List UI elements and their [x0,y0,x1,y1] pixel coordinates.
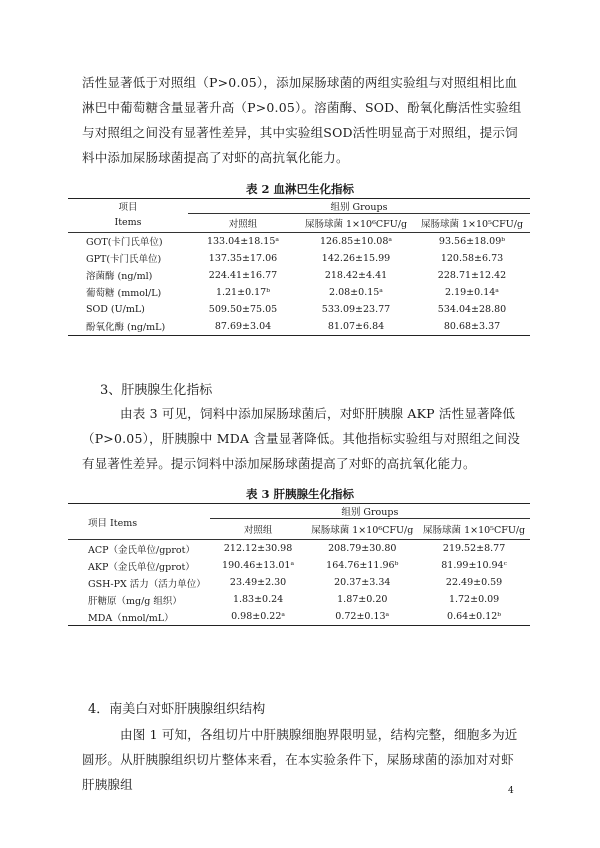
table2-item-header-en: Items [114,217,142,228]
table3-hepatopancreas-biochem [68,503,530,626]
table2-cell: 224.41±16.77 [208,269,278,281]
table2-cell: 2.19±0.14ᵃ [445,286,499,298]
table2-row-item: GPT(卡门氏单位) [86,254,162,265]
table2-cell: 1.21±0.17ᵇ [215,286,271,298]
table2-col-header: 屎肠球菌 1×10⁵CFU/g [414,214,530,233]
paragraph-tissue-structure: 由图 1 可知，各组切片中肝胰腺细胞界限明显，结构完整，细胞多为近圆形。从肝胰腺组织切片整体来看，在本实验条件下，屎肠球菌的添加对对虾肝胰腺组 [82,727,518,792]
table2-row-item: 酚氧化酶 (ng/mL) [86,322,166,333]
table3-row [68,540,530,558]
table2-cell: 126.85±10.08ᵃ [319,235,393,247]
table2-cell: 93.56±18.09ᵇ [438,235,506,247]
table2-row-item: SOD (U/mL) [86,303,145,315]
table3-col-header: 屎肠球菌 1×10⁵CFU/g [418,519,530,540]
table2-row [68,301,530,318]
table3-row-item: MDA（nmol/mL） [88,612,174,624]
table3-cell: 0.72±0.13ᵃ [335,611,390,622]
table2-cell: 87.69±3.04 [214,320,272,332]
table2-caption: 表 2 血淋巴生化指标 [245,182,354,196]
table3-row-item: 肝糖原（mg/g 组织） [88,595,182,607]
table2-cell: 533.09±23.77 [321,303,391,315]
table2-cell: 137.35±17.06 [208,252,278,264]
table2-row-item: 溶菌酶 (ng/ml) [86,271,153,282]
table3-cell: 0.98±0.22ᵃ [231,611,286,622]
table3-cell: 0.64±0.12ᵇ [447,611,502,622]
table3-row [68,608,530,626]
table2-row [68,250,530,267]
table2-cell: 81.07±6.84 [327,320,385,332]
table2-col-header: 对照组 [188,214,298,233]
section-heading-3: 3、肝胰腺生化指标 [100,383,213,398]
table3-cell: 212.12±30.98 [223,543,293,554]
table3-cell: 208.79±30.80 [328,543,397,554]
table3-cell: 1.83±0.24 [232,594,284,605]
table3-row [68,557,530,574]
table2-item-header: 项目 [118,202,138,214]
table2-cell: 228.71±12.42 [437,269,507,281]
table2-hemolymph-biochem [68,198,530,336]
table3-cell: 1.87±0.20 [337,594,388,605]
table3-cell: 1.72±0.09 [448,594,500,605]
section-heading-4: 4．南美白对虾肝胰腺组织结构 [88,702,266,717]
table2-row [68,267,530,284]
table2-row [68,318,530,336]
table3-row [68,591,530,608]
table3-cell: 190.46±13.01ᵃ [222,560,295,571]
table2-col-header: 屎肠球菌 1×10⁶CFU/g [298,214,414,233]
table2-cell: 133.04±18.15ᵃ [206,235,280,247]
table2-row-item: 葡萄糖 (mmol/L) [86,288,162,299]
table3-col-header: 屎肠球菌 1×10⁶CFU/g [306,519,418,540]
table2-row-item: GOT(卡门氏单位) [86,237,163,248]
table2-row [68,232,530,250]
paragraph-hepatopancreas-summary: 由表 3 可见，饲料中添加屎肠球菌后，对虾肝胰腺 AKP 活性显著降低（P>0.05），肝胰腺中 MDA 含量显著降低。其他指标实验组与对照组之间没有显著性差异。提示饲料中添加屎肠球菌提高了对虾的高抗氧化能力。 [82,406,521,471]
table2-cell: 218.42±4.41 [324,269,388,281]
table3-cell: 20.37±3.34 [334,577,391,588]
table3-cell: 23.49±2.30 [229,577,287,588]
table3-cell: 219.52±8.77 [442,543,506,554]
table2-cell: 534.04±28.80 [437,303,507,315]
table2-cell: 120.58±6.73 [440,252,504,264]
table3-row-item: GSH-PX 活力（活力单位） [88,578,206,590]
table2-cell: 2.08±0.15ᵃ [329,286,383,298]
table2-cell: 509.50±75.05 [208,303,278,315]
table3-cell: 22.49±0.59 [445,577,503,588]
table2-cell: 142.26±15.99 [321,252,391,264]
table3-caption: 表 3 肝胰腺生化指标 [245,487,354,501]
table2-row [68,284,530,301]
page-number: 4 [508,786,514,796]
table3-row-item: AKP（金氏单位/gprot） [88,561,195,573]
table3-cell: 164.76±11.96ᵇ [326,560,399,571]
table3-cell: 81.99±10.94ᶜ [441,560,507,571]
table2-group-header: 组别 Groups [330,202,388,213]
table3-item-header: 项目 Items [88,517,138,529]
table3-row-item: ACP（金氏单位/gprot） [88,544,195,556]
paragraph-hemolymph-summary: 活性显著低于对照组（P>0.05），添加屎肠球菌的两组实验组与对照组相比血淋巴中葡萄糖含量显著升高（P>0.05）。溶菌酶、SOD、酚氧化酶活性实验组与对照组之间没有显著性差异，其中实验组SOD活性明显高于对照组，提示饲料中添加屎肠球菌提高了对虾的高抗氧化能力。 [82,75,522,165]
table3-row [68,574,530,591]
table3-group-header: 组别 Groups [341,507,399,518]
table3-col-header: 对照组 [210,519,307,540]
table2-cell: 80.68±3.37 [443,320,501,332]
